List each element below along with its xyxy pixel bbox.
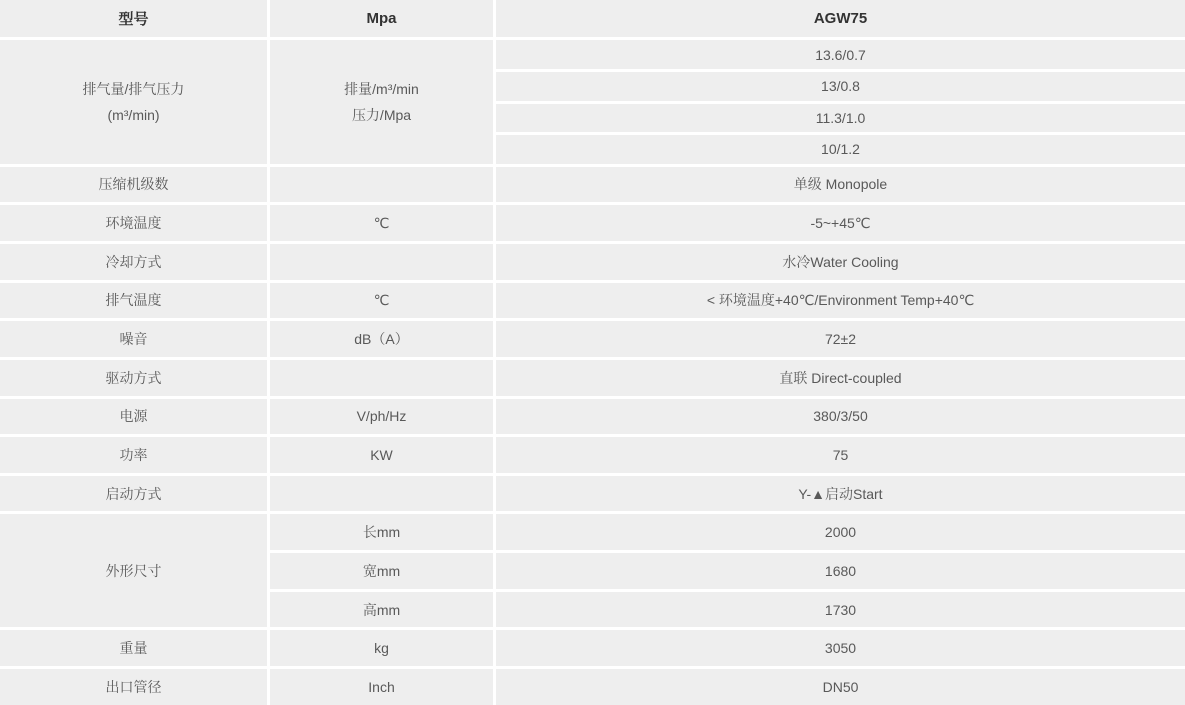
capacity-label-line2: (m³/min) <box>107 107 160 124</box>
capacity-value-cell: 10/1.2 <box>496 135 1185 164</box>
spec-unit-cell: dB（A） <box>270 321 493 357</box>
spec-label-cell: 噪音 <box>0 321 267 357</box>
spec-row-ambient-temp <box>0 205 1185 241</box>
spec-value-cell: < 环境温度+40℃/Environment Temp+40℃ <box>496 283 1185 319</box>
capacity-row-1 <box>0 40 1185 69</box>
spec-unit-cell <box>270 360 493 396</box>
dimensions-label-cell: 外形尺寸 <box>0 514 267 627</box>
spec-unit-cell: 长mm <box>270 514 493 550</box>
agw75-header-cell: AGW75 <box>496 0 1185 37</box>
spec-unit-cell <box>270 476 493 512</box>
spec-value-cell: 1730 <box>496 592 1185 628</box>
spec-row-weight <box>0 630 1185 666</box>
spec-unit-cell: 宽mm <box>270 553 493 589</box>
capacity-value-cell: 13/0.8 <box>496 72 1185 101</box>
spec-unit-cell <box>270 244 493 280</box>
spec-unit-cell: 高mm <box>270 592 493 628</box>
spec-unit-cell: kg <box>270 630 493 666</box>
spec-unit-cell: KW <box>270 437 493 473</box>
spec-unit-cell <box>270 167 493 203</box>
spec-value-cell: 水冷Water Cooling <box>496 244 1185 280</box>
dimensions-row-length <box>0 514 1185 550</box>
spec-label-cell: 重量 <box>0 630 267 666</box>
spec-unit-cell: Inch <box>270 669 493 705</box>
spec-row-outlet-pipe <box>0 669 1185 705</box>
spec-value-cell: -5~+45℃ <box>496 205 1185 241</box>
spec-value-cell: 380/3/50 <box>496 399 1185 435</box>
spec-unit-cell: ℃ <box>270 283 493 319</box>
spec-label-cell: 功率 <box>0 437 267 473</box>
spec-value-cell: 3050 <box>496 630 1185 666</box>
spec-row-power-supply <box>0 399 1185 435</box>
spec-row-noise <box>0 321 1185 357</box>
capacity-unit-line1: 排量/m³/min <box>344 81 419 98</box>
spec-label-cell: 出口管径 <box>0 669 267 705</box>
spec-row-cooling <box>0 244 1185 280</box>
spec-row-stages <box>0 167 1185 203</box>
spec-value-cell: DN50 <box>496 669 1185 705</box>
spec-value-cell: Y-▲启动Start <box>496 476 1185 512</box>
spec-value-cell: 72±2 <box>496 321 1185 357</box>
model-header-cell: 型号 <box>0 0 267 37</box>
spec-label-cell: 启动方式 <box>0 476 267 512</box>
spec-row-drive <box>0 360 1185 396</box>
capacity-label-line1: 排气量/排气压力 <box>82 81 185 98</box>
spec-label-cell: 电源 <box>0 399 267 435</box>
header-row <box>0 0 1185 37</box>
spec-unit-cell: V/ph/Hz <box>270 399 493 435</box>
spec-label-cell: 驱动方式 <box>0 360 267 396</box>
mpa-header-cell: Mpa <box>270 0 493 37</box>
capacity-unit-cell <box>270 40 493 163</box>
spec-value-cell: 单级 Monopole <box>496 167 1185 203</box>
spec-value-cell: 75 <box>496 437 1185 473</box>
spec-row-discharge-temp <box>0 283 1185 319</box>
capacity-value-cell: 11.3/1.0 <box>496 104 1185 133</box>
spec-row-starting <box>0 476 1185 512</box>
spec-value-cell: 直联 Direct-coupled <box>496 360 1185 396</box>
spec-value-cell: 2000 <box>496 514 1185 550</box>
capacity-label-cell <box>0 40 267 163</box>
spec-value-cell: 1680 <box>496 553 1185 589</box>
spec-label-cell: 环境温度 <box>0 205 267 241</box>
spec-label-cell: 冷却方式 <box>0 244 267 280</box>
capacity-unit-line2: 压力/Mpa <box>351 107 412 124</box>
spec-row-motor-power <box>0 437 1185 473</box>
spec-label-cell: 排气温度 <box>0 283 267 319</box>
spec-unit-cell: ℃ <box>270 205 493 241</box>
capacity-value-cell: 13.6/0.7 <box>496 40 1185 69</box>
spec-label-cell: 压缩机级数 <box>0 167 267 203</box>
